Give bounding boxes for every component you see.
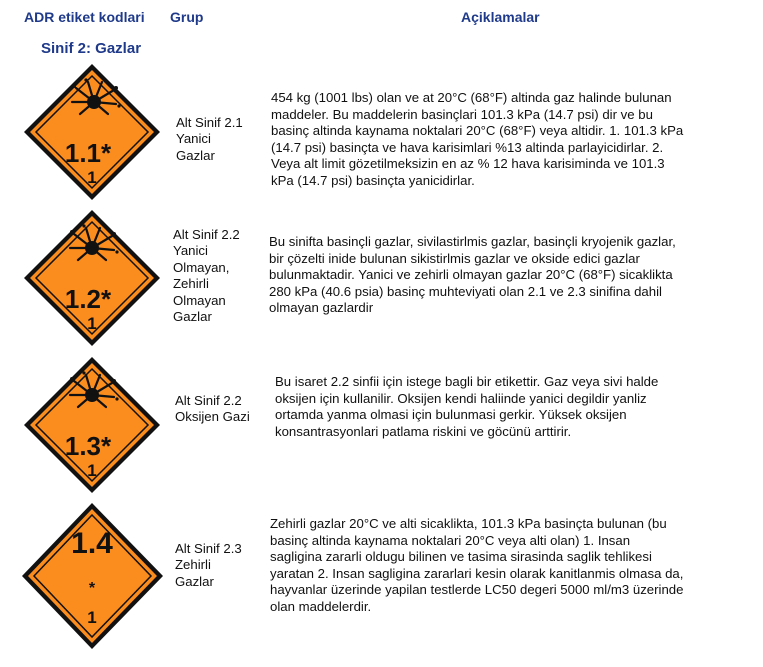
description-line: Veya alt limit gözetilmeksizin en az % 12 hava karisiminda ve 101.3 <box>271 156 665 172</box>
description-line: basinç altinda kaynama noktalari 20°C (68°F) veya altidir. 1. 101.3 kPa <box>271 123 684 139</box>
table-row <box>0 62 763 200</box>
description-line: hayvanlar üzerinde yapilan testlerde LC50 degeri 5000 ml/m3 üzerinde <box>270 582 684 598</box>
description-line: olan maddelerdir. <box>270 598 372 614</box>
description-line: yaratan 2. Insan sagligina zararlari kesin olarak kanitlanmis olmasa da, <box>270 565 684 581</box>
description-line: Bu isaret 2.2 sinfii için istege bagli bir etikettir. Gaz veya sivi halde <box>275 374 659 389</box>
label-main-text: 1.4 <box>71 527 113 560</box>
description-line: bir çözelti inide bulunan sikistirlmis gazlar ve okside edici gazlar <box>269 250 640 266</box>
group-line: Zehirli <box>175 557 211 573</box>
table-row <box>0 355 763 495</box>
column-header-group: Grup <box>170 9 204 25</box>
description-cell <box>275 374 658 440</box>
hazard-label-1-4 <box>20 501 165 651</box>
group-line: Alt Sinif 2.2 <box>173 227 240 242</box>
label-main-text: 1.1* <box>64 138 112 168</box>
table-row <box>0 208 763 348</box>
group-line: Gazlar <box>175 573 214 589</box>
table-row <box>0 501 763 661</box>
group-line: Alt Sinif 2.3 <box>175 541 242 556</box>
description-line: oksijen için kullanilir. Oksijen kendi haliinde yanici degildir yanliz <box>275 390 647 406</box>
label-sub-text: 1 <box>87 168 97 187</box>
group-line: Alt Sinif 2.1 <box>176 115 243 130</box>
description-line: basinç altinda kaynama noktalari 20°C veya alti olan) 1. Insan <box>270 532 631 548</box>
label-sub-text: 1 <box>87 608 97 627</box>
column-header-description: Açiklamalar <box>461 9 540 25</box>
description-line: konsantrasyonlari patlama riskini ve göcünü arttirir. <box>275 423 572 439</box>
hazard-label-1-1 <box>22 62 162 202</box>
description-line: ortamda yanma olmasi için bulunmasi gerkir. Yüksek oksijen <box>275 407 627 423</box>
label-sub-text: 1 <box>87 461 97 480</box>
group-line: Alt Sinif 2.2 <box>175 393 242 408</box>
description-line: kPa (14.7 psi) basinçta yanicidirlar. <box>271 172 475 188</box>
description-line: 280 kPa (40.6 psia) basinç muhteviyati olan 2.1 ve 2.3 sinifina dahil <box>269 283 662 299</box>
column-header-code: ADR etiket kodlari <box>24 9 145 25</box>
description-line: Zehirli gazlar 20°C ve alti sicaklikta, 101.3 kPa basinçta bulunan (bu <box>270 516 667 531</box>
label-main-text: 1.2* <box>64 284 112 314</box>
description-line: (14.7 psi) basinçta ve hava karisimlari %13 altinda parlayicidirlar. 2. <box>271 139 664 155</box>
label-main-text: 1.3* <box>64 431 112 461</box>
group-line: Yanici <box>176 131 211 147</box>
group-line: Olmayan <box>173 292 226 308</box>
description-cell <box>270 516 683 616</box>
description-line: sagligina zararli oldugu bilinen ve tasima sirasinda saglik tehlikesi <box>270 549 652 565</box>
group-cell <box>176 115 243 164</box>
hazard-label-1-2 <box>22 208 162 348</box>
description-line: maddeler. Bu maddelerin basinçlari 101.3 kPa (14.7 psi) dir ve bu <box>271 106 653 122</box>
description-line: Bu sinifta basinçli gazlar, sivilastirlmis gazlar, basinçli kryojenik gazlar, <box>269 234 676 249</box>
group-cell <box>175 541 242 590</box>
label-sub-text: 1 <box>87 314 97 333</box>
group-cell <box>173 227 240 325</box>
description-line: 454 kg (1001 lbs) olan ve at 20°C (68°F) altinda gaz halinde bulunan <box>271 90 672 105</box>
group-line: Zehirli <box>173 276 209 292</box>
hazard-label-1-3 <box>22 355 162 495</box>
description-cell <box>269 234 676 317</box>
section-title: Sinif 2: Gazlar <box>41 40 142 57</box>
group-line: Oksijen Gazi <box>175 409 250 425</box>
group-line: Gazlar <box>173 309 212 325</box>
group-line: Yanici <box>173 243 208 259</box>
label-star-text: * <box>88 580 96 597</box>
description-line: olmayan gazlardir <box>269 300 374 316</box>
group-cell <box>175 393 250 426</box>
group-line: Olmayan, <box>173 259 230 275</box>
group-line: Gazlar <box>176 147 215 163</box>
description-cell <box>271 90 683 190</box>
description-line: bulunmaktadir. Yanici ve zehirli olmayan gazlar 20°C (68°F) sicaklikta <box>269 267 673 283</box>
